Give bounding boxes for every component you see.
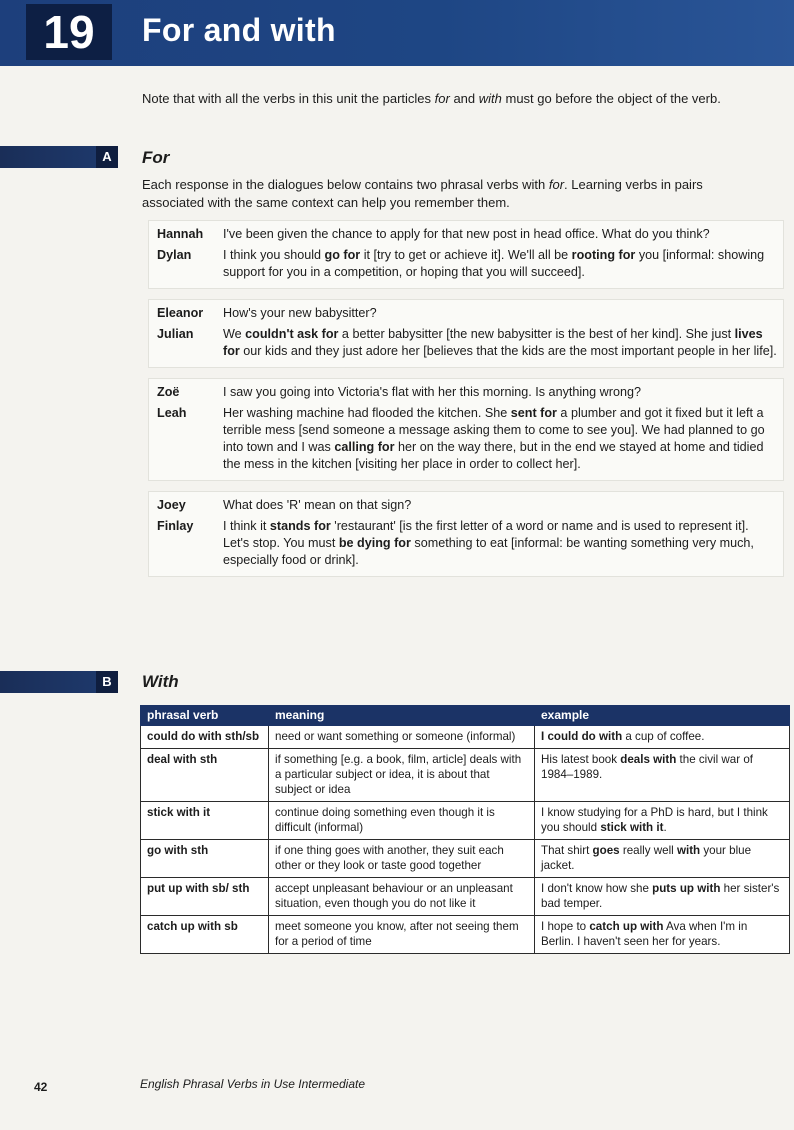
utterance-text: Her washing machine had flooded the kitchen. She [223, 406, 511, 420]
dialogue-box [148, 299, 784, 368]
utterance-text: I saw you going into Victoria's flat with her this morning. Is anything wrong? [223, 385, 641, 399]
example-text: I know studying for a PhD is hard, but I think you should [541, 806, 768, 834]
column-header-meaning: meaning [269, 706, 535, 726]
phrasal-verb-table [140, 705, 790, 954]
example-highlight: goes [592, 844, 620, 857]
dialogue-box [148, 491, 784, 577]
utterance-text: a better babysitter [the new babysitter is the best of her kind]. She just [338, 327, 735, 341]
cell-example [535, 878, 790, 916]
cell-meaning: continue doing something even though it is difficult (informal) [269, 802, 535, 840]
section-b-letter: B [96, 671, 118, 693]
unit-header [0, 0, 794, 66]
utterance-text: our kids and they just adore her [believes that the kids are the most important people in her life]. [239, 344, 777, 358]
utterance [223, 305, 777, 322]
speaker-name: Zoë [157, 385, 180, 399]
utterance-text: it [try to get or achieve it]. We'll all be [360, 248, 572, 262]
table-row [141, 878, 790, 916]
example-text: the civil war of 1984–1989. [541, 753, 754, 781]
dialogue-line [149, 303, 777, 324]
section-a-intro-text: Each response in the dialogues below contains two phrasal verbs with [142, 177, 549, 192]
utterance-text: We [223, 327, 246, 341]
cell-meaning: need or want something or someone (informal) [269, 726, 535, 749]
utterance [223, 405, 777, 473]
utterance-text: 'restaurant' [is the first letter of a word or name and is used to represent it]. Let's stop. You must [223, 519, 749, 550]
book-title: English Phrasal Verbs in Use Intermediate [140, 1077, 365, 1091]
cell-example [535, 802, 790, 840]
section-a-intro-text: . Learning verbs in pairs associated with the same context can help you remember them. [142, 177, 703, 210]
utterance [223, 518, 777, 569]
column-header-phrasal-verb: phrasal verb [141, 706, 269, 726]
dialogue-line [149, 516, 777, 571]
speaker-name: Finlay [157, 519, 194, 533]
utterance-text: I've been given the chance to apply for that new post in head office. What do you think? [223, 227, 710, 241]
cell-example [535, 749, 790, 802]
dialogue-line [149, 324, 777, 362]
utterance-text: How's your new babysitter? [223, 306, 377, 320]
cell-phrasal-verb: put up with sb/ sth [141, 878, 269, 916]
table-row [141, 726, 790, 749]
example-text: I don't know how she [541, 882, 653, 895]
utterance-text: her on the way there, but in the end we stayed at home and tidied the mess in the kitchen [visiting her place in order to collect her]. [223, 440, 764, 471]
speaker-name: Julian [157, 327, 194, 341]
example-text: your blue jacket. [541, 844, 752, 872]
cell-meaning: meet someone you know, after not seeing them for a period of time [269, 916, 535, 954]
example-text: really well [619, 844, 677, 857]
example-highlight: puts up with [652, 882, 721, 895]
table-header-row [141, 706, 790, 726]
phrasal-verb-highlight: calling for [334, 440, 395, 454]
example-text: I hope to [541, 920, 590, 933]
page-number: 42 [34, 1080, 48, 1094]
table-body [141, 726, 790, 954]
unit-number: 19 [26, 4, 112, 60]
dialogue-box [148, 220, 784, 289]
section-a-intro-particle: for [548, 177, 565, 192]
example-text: His latest book [541, 753, 621, 766]
dialogue-line [149, 495, 777, 516]
phrasal-verb-highlight: stands for [269, 519, 331, 533]
speaker-name: Dylan [157, 248, 192, 262]
speaker-name: Joey [157, 498, 186, 512]
utterance-text: I think it [223, 519, 270, 533]
example-highlight: catch up with [589, 920, 664, 933]
dialogue-line [149, 224, 777, 245]
utterance-text: a plumber and got it fixed but it left a terrible mess [send someone a message asking them to come to see you]. We had planned to go into town and I was [223, 406, 765, 454]
intro-particle-with: with [478, 91, 502, 106]
cell-meaning: if something [e.g. a book, film, article] deals with a particular subject or idea, it is about that subject or idea [269, 749, 535, 802]
example-text: That shirt [541, 844, 593, 857]
utterance-text: What does 'R' mean on that sign? [223, 498, 412, 512]
table-row [141, 840, 790, 878]
utterance [223, 326, 777, 360]
unit-intro [142, 90, 752, 108]
dialogue-box [148, 378, 784, 481]
cell-phrasal-verb: could do with sth/sb [141, 726, 269, 749]
utterance-text: I think you should [223, 248, 325, 262]
cell-example [535, 840, 790, 878]
utterance-text: you [informal: showing support for you in a competition, or hoping that you will succeed]. [223, 248, 765, 279]
dialogue-line [149, 382, 777, 403]
intro-text: must go before the object of the verb. [501, 91, 721, 106]
section-a-title: For [142, 148, 170, 167]
phrasal-verb-highlight: be dying for [338, 536, 411, 550]
section-a-letter: A [96, 146, 118, 168]
cell-example [535, 916, 790, 954]
phrasal-verb-highlight: rooting for [571, 248, 636, 262]
phrasal-verb-highlight: sent for [510, 406, 557, 420]
example-highlight: with [676, 844, 701, 857]
speaker-name: Leah [157, 406, 187, 420]
phrasal-verb-highlight: lives for [223, 327, 763, 358]
table-row [141, 749, 790, 802]
unit-title: For and with [142, 12, 336, 48]
example-highlight: deals with [620, 753, 677, 766]
example-highlight: I could do with [541, 730, 623, 743]
utterance [223, 384, 777, 401]
cell-phrasal-verb: stick with it [141, 802, 269, 840]
dialogue-line [149, 403, 777, 475]
example-text: her sister's bad temper. [541, 882, 780, 910]
utterance [223, 247, 777, 281]
section-a-intro [142, 176, 762, 212]
phrasal-verb-highlight: go for [324, 248, 361, 262]
section-b-title: With [142, 672, 179, 691]
table-row [141, 916, 790, 954]
phrasal-verb-highlight: couldn't ask for [245, 327, 339, 341]
example-text: . [663, 821, 667, 834]
intro-text: Note that with all the verbs in this unit the particles [142, 91, 435, 106]
utterance [223, 497, 777, 514]
cell-phrasal-verb: go with sth [141, 840, 269, 878]
speaker-name: Eleanor [157, 306, 204, 320]
cell-example [535, 726, 790, 749]
cell-phrasal-verb: catch up with sb [141, 916, 269, 954]
example-text: Ava when I'm in Berlin. I haven't seen her for years. [541, 920, 748, 948]
dialogue-line [149, 245, 777, 283]
cell-meaning: if one thing goes with another, they suit each other or they look or taste good together [269, 840, 535, 878]
column-header-example: example [535, 706, 790, 726]
example-text: a cup of coffee. [622, 730, 705, 743]
example-highlight: stick with it [600, 821, 664, 834]
utterance-text: something to eat [informal: be wanting something very much, especially food or drink]. [223, 536, 754, 567]
utterance [223, 226, 777, 243]
dialogues-list [148, 220, 784, 587]
speaker-name: Hannah [157, 227, 204, 241]
table-row [141, 802, 790, 840]
intro-particle-for: for [434, 91, 450, 106]
cell-meaning: accept unpleasant behaviour or an unpleasant situation, even though you do not like it [269, 878, 535, 916]
intro-text: and [449, 91, 479, 106]
cell-phrasal-verb: deal with sth [141, 749, 269, 802]
